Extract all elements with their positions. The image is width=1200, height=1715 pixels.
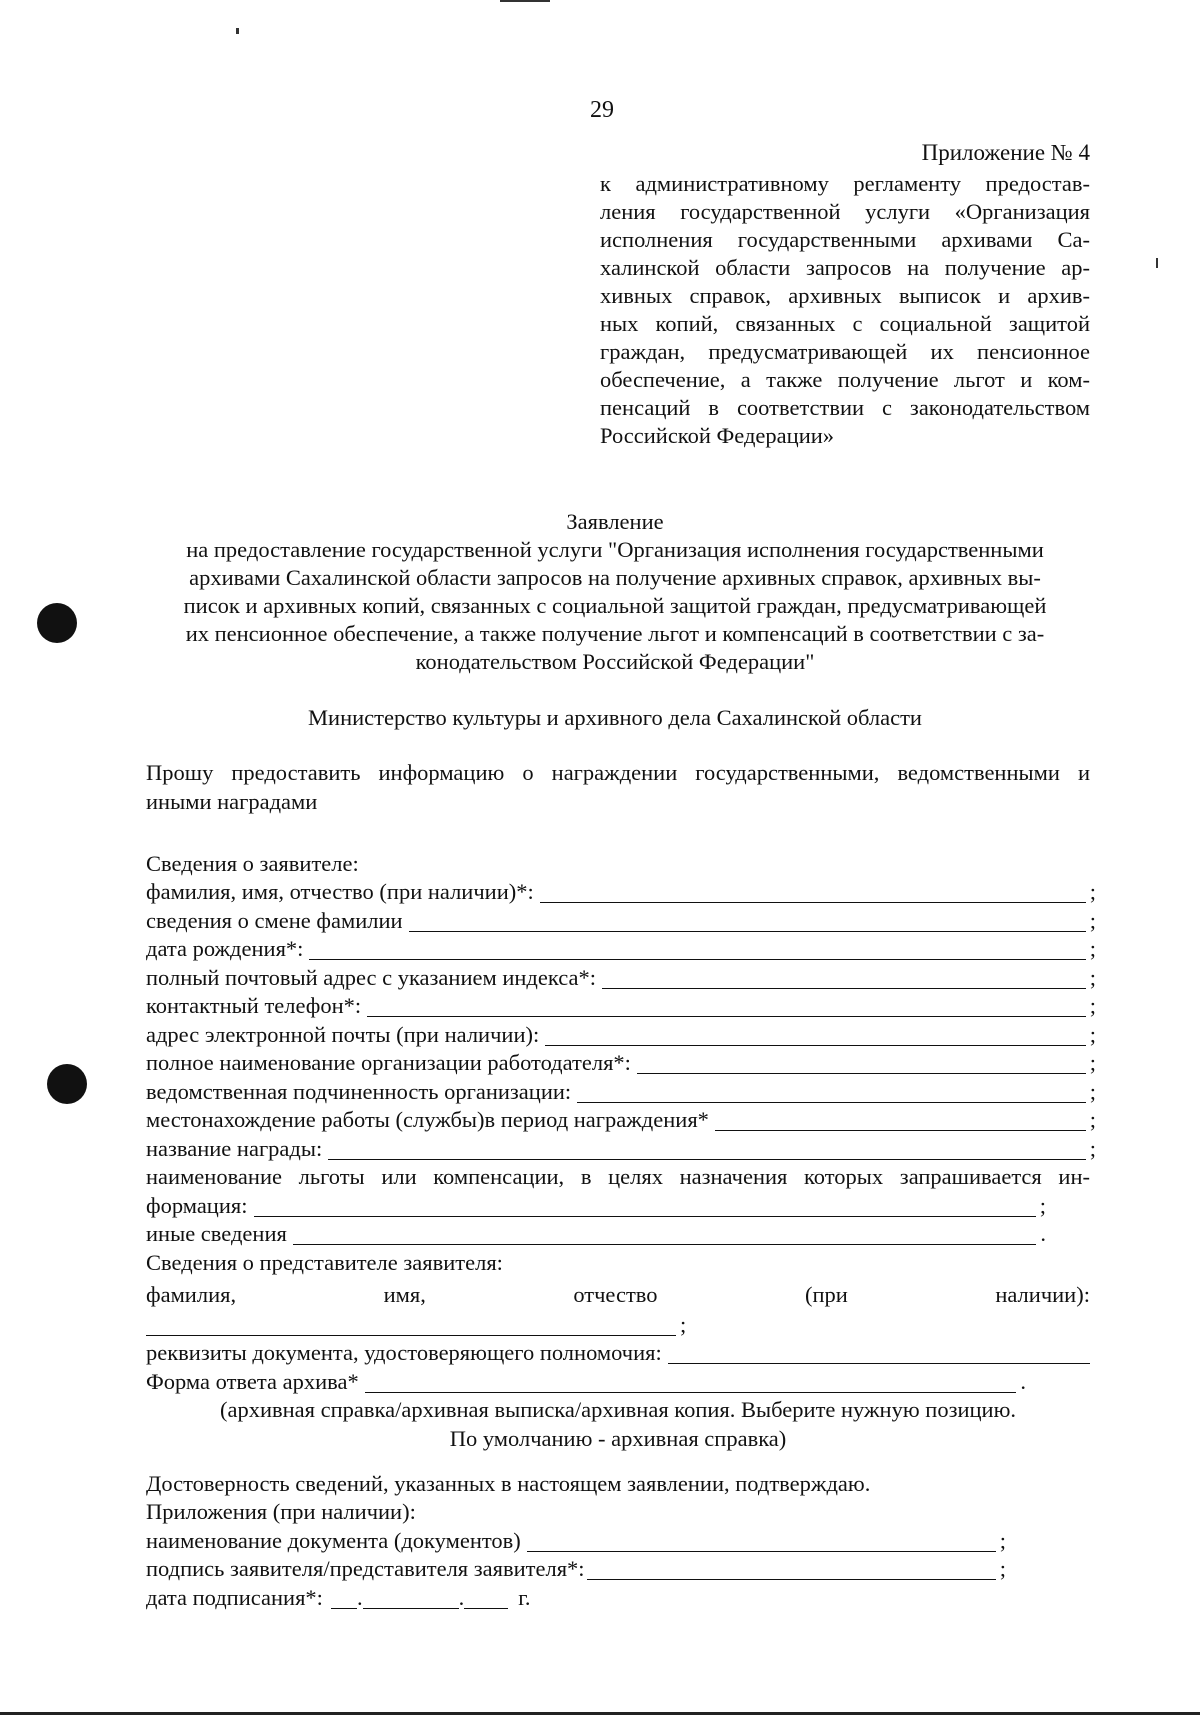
response-form-note [146, 1423, 1090, 1452]
appendix-line: Российской Федерации» [600, 423, 835, 448]
full-name-input[interactable] [540, 883, 1086, 903]
field-employer [146, 1048, 1096, 1077]
field-terminator: ; [1089, 936, 1096, 961]
field-label: подпись заявителя/представителя заявителя*: [146, 1556, 585, 1581]
confirmation-text: Достоверность сведений, указанных в настоящем заявлении, подтверждаю. [146, 1470, 871, 1496]
field-sign-date [146, 1582, 1096, 1611]
scan-edge-mark [500, 0, 550, 2]
birth-date-input[interactable] [309, 940, 1085, 960]
name-part: фамилия, [146, 1281, 237, 1307]
field-label: адрес электронной почты (при наличии): [146, 1021, 540, 1047]
field-label: контактный телефон*: [146, 993, 362, 1018]
statement-line: архивами Сахалинской области запросов на получение архивных справок, архивных вы- [189, 565, 1041, 590]
binder-hole-mark [47, 1064, 87, 1104]
field-label: иные сведения [146, 1221, 287, 1246]
benefit-input[interactable] [254, 1197, 1036, 1217]
field-terminator: ; [1039, 1192, 1046, 1218]
appendix-line: пенсаций в соответствии с законодательством [600, 395, 1090, 420]
attachments-row [146, 1497, 1096, 1526]
field-representative-name [146, 1308, 1096, 1338]
name-part: (при [805, 1281, 848, 1307]
request-line: иными наградами [146, 789, 318, 814]
name-part: имя, [383, 1281, 426, 1307]
applicant-heading: Сведения о заявителе: [146, 850, 359, 876]
field-terminator: ; [1089, 1107, 1096, 1132]
appendix-title: Приложение № 4 [921, 140, 1090, 165]
field-doc-name [146, 1525, 1006, 1554]
field-full-name [146, 877, 1096, 906]
confirmation-row [146, 1468, 1096, 1497]
appendix-line: ления государственной услуги «Организация [600, 199, 1090, 224]
appendix-line: к административному регламенту предостав- [600, 171, 1090, 196]
year-suffix: г. [518, 1584, 531, 1610]
appendix-subtitle [600, 170, 1090, 450]
response-form-input[interactable] [365, 1373, 1017, 1393]
ministry-name: Министерство культуры и архивного дела Сахалинской области [308, 705, 922, 730]
other-info-input[interactable] [293, 1225, 1037, 1245]
field-terminator: ; [1089, 879, 1096, 904]
representative-name-label [146, 1276, 1090, 1308]
appendix-line: хивных справок, архивных выписок и архив- [600, 283, 1090, 308]
field-terminator: . [1040, 1221, 1046, 1246]
field-label: название награды: [146, 1135, 323, 1161]
field-label: наименование льготы или компенсации, в целях назначения которых запрашивается ин- [146, 1164, 1090, 1189]
note-line: По умолчанию - архивная справка) [449, 1425, 787, 1451]
request-line: Прошу предоставить информацию о награждении государственными, ведомственными и [146, 760, 1090, 785]
applicant-heading-row [146, 848, 1096, 877]
field-terminator: ; [1089, 1135, 1096, 1161]
statement-title [140, 508, 1090, 676]
sign-month-input[interactable] [363, 1589, 459, 1609]
statement-line: на предоставление государственной услуги "Организация исполнения государственными [186, 537, 1044, 562]
field-terminator: ; [1089, 907, 1096, 933]
field-work-location [146, 1105, 1096, 1134]
sign-day-input[interactable] [331, 1589, 357, 1609]
statement-line: писок и архивных копий, связанных с социальной защитой граждан, предусматривающей [183, 593, 1047, 618]
award-name-input[interactable] [328, 1140, 1086, 1160]
field-label: формация: [146, 1192, 248, 1218]
note-line: (архивная справка/архивная выписка/архивная копия. Выберите нужную позицию. [219, 1397, 1017, 1422]
field-terminator: . [1020, 1368, 1026, 1394]
appendix-line: халинской области запросов на получение ар- [600, 255, 1090, 280]
field-label: дата подписания*: [146, 1584, 323, 1610]
appendix-line: ных копий, связанных с социальной защитой [600, 311, 1090, 336]
statement-line: конодательством Российской Федерации" [415, 649, 815, 674]
field-label: сведения о смене фамилии [146, 907, 403, 933]
field-label: местонахождение работы (службы)в период награждения* [146, 1107, 709, 1132]
application-form [146, 848, 1096, 1452]
representative-heading-row [146, 1247, 1096, 1276]
scan-speck [236, 28, 239, 34]
field-benefit-label [146, 1162, 1096, 1191]
name-change-input[interactable] [409, 912, 1086, 932]
binder-hole-mark [37, 603, 77, 643]
field-signature [146, 1554, 1006, 1583]
field-terminator: ; [1089, 1050, 1096, 1075]
field-terminator: ; [1089, 964, 1096, 990]
field-label: ведомственная подчиненность организации: [146, 1078, 572, 1104]
field-authority-doc [146, 1338, 1090, 1367]
confirmation-section [146, 1468, 1096, 1611]
field-response-form [146, 1366, 1026, 1395]
field-label: Форма ответа архива* [146, 1368, 359, 1394]
field-terminator: ; [999, 1527, 1006, 1553]
field-subordination [146, 1076, 1096, 1105]
representative-heading: Сведения о представителе заявителя: [146, 1249, 503, 1275]
field-label: реквизиты документа, удостоверяющего полномочия: [146, 1340, 662, 1365]
field-other [146, 1219, 1046, 1248]
employer-input[interactable] [637, 1054, 1086, 1074]
authority-doc-input[interactable] [668, 1344, 1090, 1364]
sign-year-input[interactable] [464, 1589, 508, 1609]
field-terminator: ; [1089, 1078, 1096, 1104]
date-separator: . [458, 1584, 465, 1610]
field-label: полное наименование организации работодателя*: [146, 1050, 631, 1075]
field-terminator: ; [1089, 1021, 1096, 1047]
field-name-change [146, 905, 1096, 934]
email-input[interactable] [545, 1026, 1086, 1046]
field-birth-date [146, 934, 1096, 963]
doc-name-input[interactable] [527, 1532, 996, 1552]
field-label: дата рождения*: [146, 936, 304, 961]
field-terminator: ; [999, 1556, 1006, 1581]
date-separator: . [356, 1584, 363, 1610]
name-part: наличии): [995, 1281, 1090, 1307]
field-benefit [146, 1190, 1046, 1219]
field-award-name [146, 1133, 1096, 1162]
field-postal-address [146, 962, 1096, 991]
subordination-input[interactable] [577, 1083, 1086, 1103]
work-location-input[interactable] [715, 1111, 1086, 1131]
field-label: полный почтовый адрес с указанием индекса*: [146, 964, 596, 990]
field-email [146, 1019, 1096, 1048]
appendix-line: граждан, предусматривающей их пенсионное [600, 339, 1090, 364]
attachments-label: Приложения (при наличии): [146, 1499, 416, 1524]
response-form-note [146, 1395, 1090, 1424]
signature-input[interactable] [587, 1560, 996, 1580]
postal-address-input[interactable] [602, 969, 1086, 989]
page-number: 29 [590, 97, 614, 123]
field-phone [146, 991, 1096, 1020]
name-part: отчество [573, 1281, 658, 1307]
field-label: наименование документа (документов) [146, 1527, 521, 1553]
statement-heading: Заявление [566, 509, 664, 534]
representative-name-input[interactable] [146, 1316, 676, 1336]
field-label: фамилия, имя, отчество (при наличии)*: [146, 879, 534, 904]
appendix-line: исполнения государственными архивами Са- [600, 227, 1090, 252]
request-text [146, 758, 1090, 816]
phone-input[interactable] [367, 997, 1086, 1017]
field-terminator: ; [680, 1311, 687, 1337]
field-terminator: ; [1089, 993, 1096, 1018]
scan-speck [1156, 258, 1158, 268]
appendix-line: обеспечение, а также получение льгот и ком- [600, 367, 1090, 392]
statement-line: их пенсионное обеспечение, а также получение льгот и компенсаций в соответствии с за- [185, 621, 1045, 646]
